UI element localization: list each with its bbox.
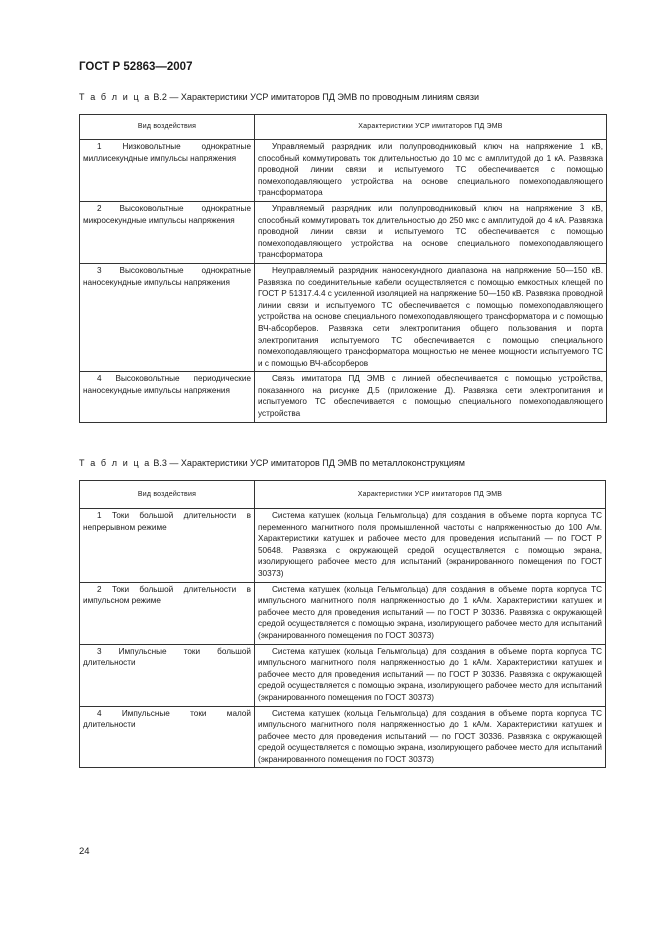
table-b2-caption-label: Т а б л и ц а bbox=[79, 92, 151, 102]
impact-type-cell: 4 Высоковольтные периодические наносекундные импульсы напряжения bbox=[80, 372, 255, 422]
table-b3-col1-header: Вид воздействия bbox=[80, 481, 255, 509]
impact-type-cell: 3 Импульсные токи большой длительности bbox=[80, 644, 255, 706]
table-row bbox=[80, 372, 607, 422]
table-b2-col1-header: Вид воздействия bbox=[80, 115, 255, 140]
impact-type-cell: 1 Токи большой длительности в непрерывном режиме bbox=[80, 509, 255, 583]
table-b2-caption bbox=[79, 92, 479, 102]
table-b2-header-row bbox=[80, 115, 607, 140]
document-id: ГОСТ Р 52863—2007 bbox=[79, 61, 193, 73]
impact-type-cell: 2 Высоковольтные однократные микросекундные импульсы напряжения bbox=[80, 201, 255, 263]
table-row bbox=[80, 582, 606, 644]
impact-type-cell: 2 Токи большой длительности в импульсном режиме bbox=[80, 582, 255, 644]
table-row bbox=[80, 263, 607, 371]
table-b3 bbox=[79, 480, 606, 768]
characteristics-cell: Связь имитатора ПД ЭМВ с линией обеспечивается с помощью устройства, показанного на рисунке Д.5 (приложение Д). Развязка сети электропитания и испытуемого ТС обеспечивается с помощью специального помехоподавляющего устройства bbox=[255, 372, 607, 422]
page-number: 24 bbox=[79, 846, 90, 857]
table-b2-col2-header: Характеристики УСР имитаторов ПД ЭМВ bbox=[255, 115, 607, 140]
characteristics-cell: Система катушек (кольца Гельмгольца) для создания в объеме порта корпуса ТС импульсного магнитного поля напряженностью до 1 кА/м. Характеристики катушек и рабочее место для проведения испытаний — по ГОСТ Р 30336. Развязка с окружающей средой осуществляется с помощью экрана, изолирующего рабочее место для испытаний (экранированного помещения по ГОСТ 30373) bbox=[255, 582, 606, 644]
table-row bbox=[80, 644, 606, 706]
table-b2-caption-text: В.2 — Характеристики УСР имитаторов ПД ЭМВ по проводным линиям связи bbox=[153, 92, 479, 102]
characteristics-cell: Управляемый разрядник или полупроводниковый ключ на напряжение 3 кВ, способный коммутировать ток длительностью до 250 мкс с амплитудой до 4 кА. Развязка проводной линии связи и испытуемого ТС обеспечивается с помощью помехоподавляющего устройства на основе специального помехоподавляющего трансформатора bbox=[255, 201, 607, 263]
table-b3-caption-text: В.3 — Характеристики УСР имитаторов ПД ЭМВ по металлоконструкциям bbox=[153, 458, 465, 468]
characteristics-cell: Система катушек (кольца Гельмгольца) для создания в объеме порта корпуса ТС импульсного магнитного поля напряженностью до 1 кА/м. Характеристики катушек и рабочее место для проведения испытаний — по ГОСТ 30336. Развязка с окружающей средой осуществляется с помощью экрана, изолирующего рабочее место для испытаний (экранированного помещения по ГОСТ 30373) bbox=[255, 706, 606, 768]
impact-type-cell: 4 Импульсные токи малой длительности bbox=[80, 706, 255, 768]
characteristics-cell: Система катушек (кольца Гельмгольца) для создания в объеме порта корпуса ТС импульсного магнитного поля напряженностью до 1 кА/м. Характеристики катушек и рабочее место для проведения испытаний — по ГОСТ Р 30336. Развязка с окружающей средой осуществляется с помощью экрана, изолирующего рабочее место для испытаний (экранированного помещения по ГОСТ 30373) bbox=[255, 644, 606, 706]
impact-type-cell: 3 Высоковольтные однократные наносекундные импульсы напряжения bbox=[80, 263, 255, 371]
table-row bbox=[80, 509, 606, 583]
characteristics-cell: Управляемый разрядник или полупроводниковый ключ на напряжение 1 кВ, способный коммутировать ток длительностью до 10 мс с амплитудой до 1 кА. Развязка проводной линии связи и испытуемого ТС обеспечивается с помощью помехоподавляющего устройства на основе специального помехоподавляющего трансформатора bbox=[255, 140, 607, 202]
table-row bbox=[80, 201, 607, 263]
table-row bbox=[80, 706, 606, 768]
table-b2 bbox=[79, 114, 607, 423]
table-b3-header-row bbox=[80, 481, 606, 509]
table-row bbox=[80, 140, 607, 202]
table-b3-col2-header: Характеристики УСР имитаторов ПД ЭМВ bbox=[255, 481, 606, 509]
impact-type-cell: 1 Низковольтные однократные миллисекундные импульсы напряжения bbox=[80, 140, 255, 202]
table-b3-caption-label: Т а б л и ц а bbox=[79, 458, 151, 468]
table-b3-caption bbox=[79, 458, 465, 468]
characteristics-cell: Система катушек (кольца Гельмгольца) для создания в объеме порта корпуса ТС переменного магнитного поля промышленной частоты с напряженностью до 100 А/м. Характеристики катушек и рабочее место для проведения испытаний — по ГОСТ Р 50648. Развязка с окружающей средой осуществляется с помощью экрана, изолирующего рабочее место для испытаний (экранированного помещения по ГОСТ 30373) bbox=[255, 509, 606, 583]
characteristics-cell: Неуправляемый разрядник наносекундного диапазона на напряжение 50—150 кВ. Развязка по соединительные кабели осуществляется с помощью емкостных клещей по ГОСТ Р 51317.4.4 с усиленной изоляцией на напряжение 50—150 кВ. Развязка проводной линии связи и испытуемого ТС обеспечивается с помощью помехоподавляющего устройства на основе специального помехоподавляющего трансформатора и с помощью ВЧ-абсорберов. Развязка сети электропитания общего пользования и порта электропитания испытуемого ТС обеспечивается с помощью специального помехоподавляющего трансформатора мощностью не менее мощности испытуемого ТС и с помощью ВЧ-абсорберов bbox=[255, 263, 607, 371]
